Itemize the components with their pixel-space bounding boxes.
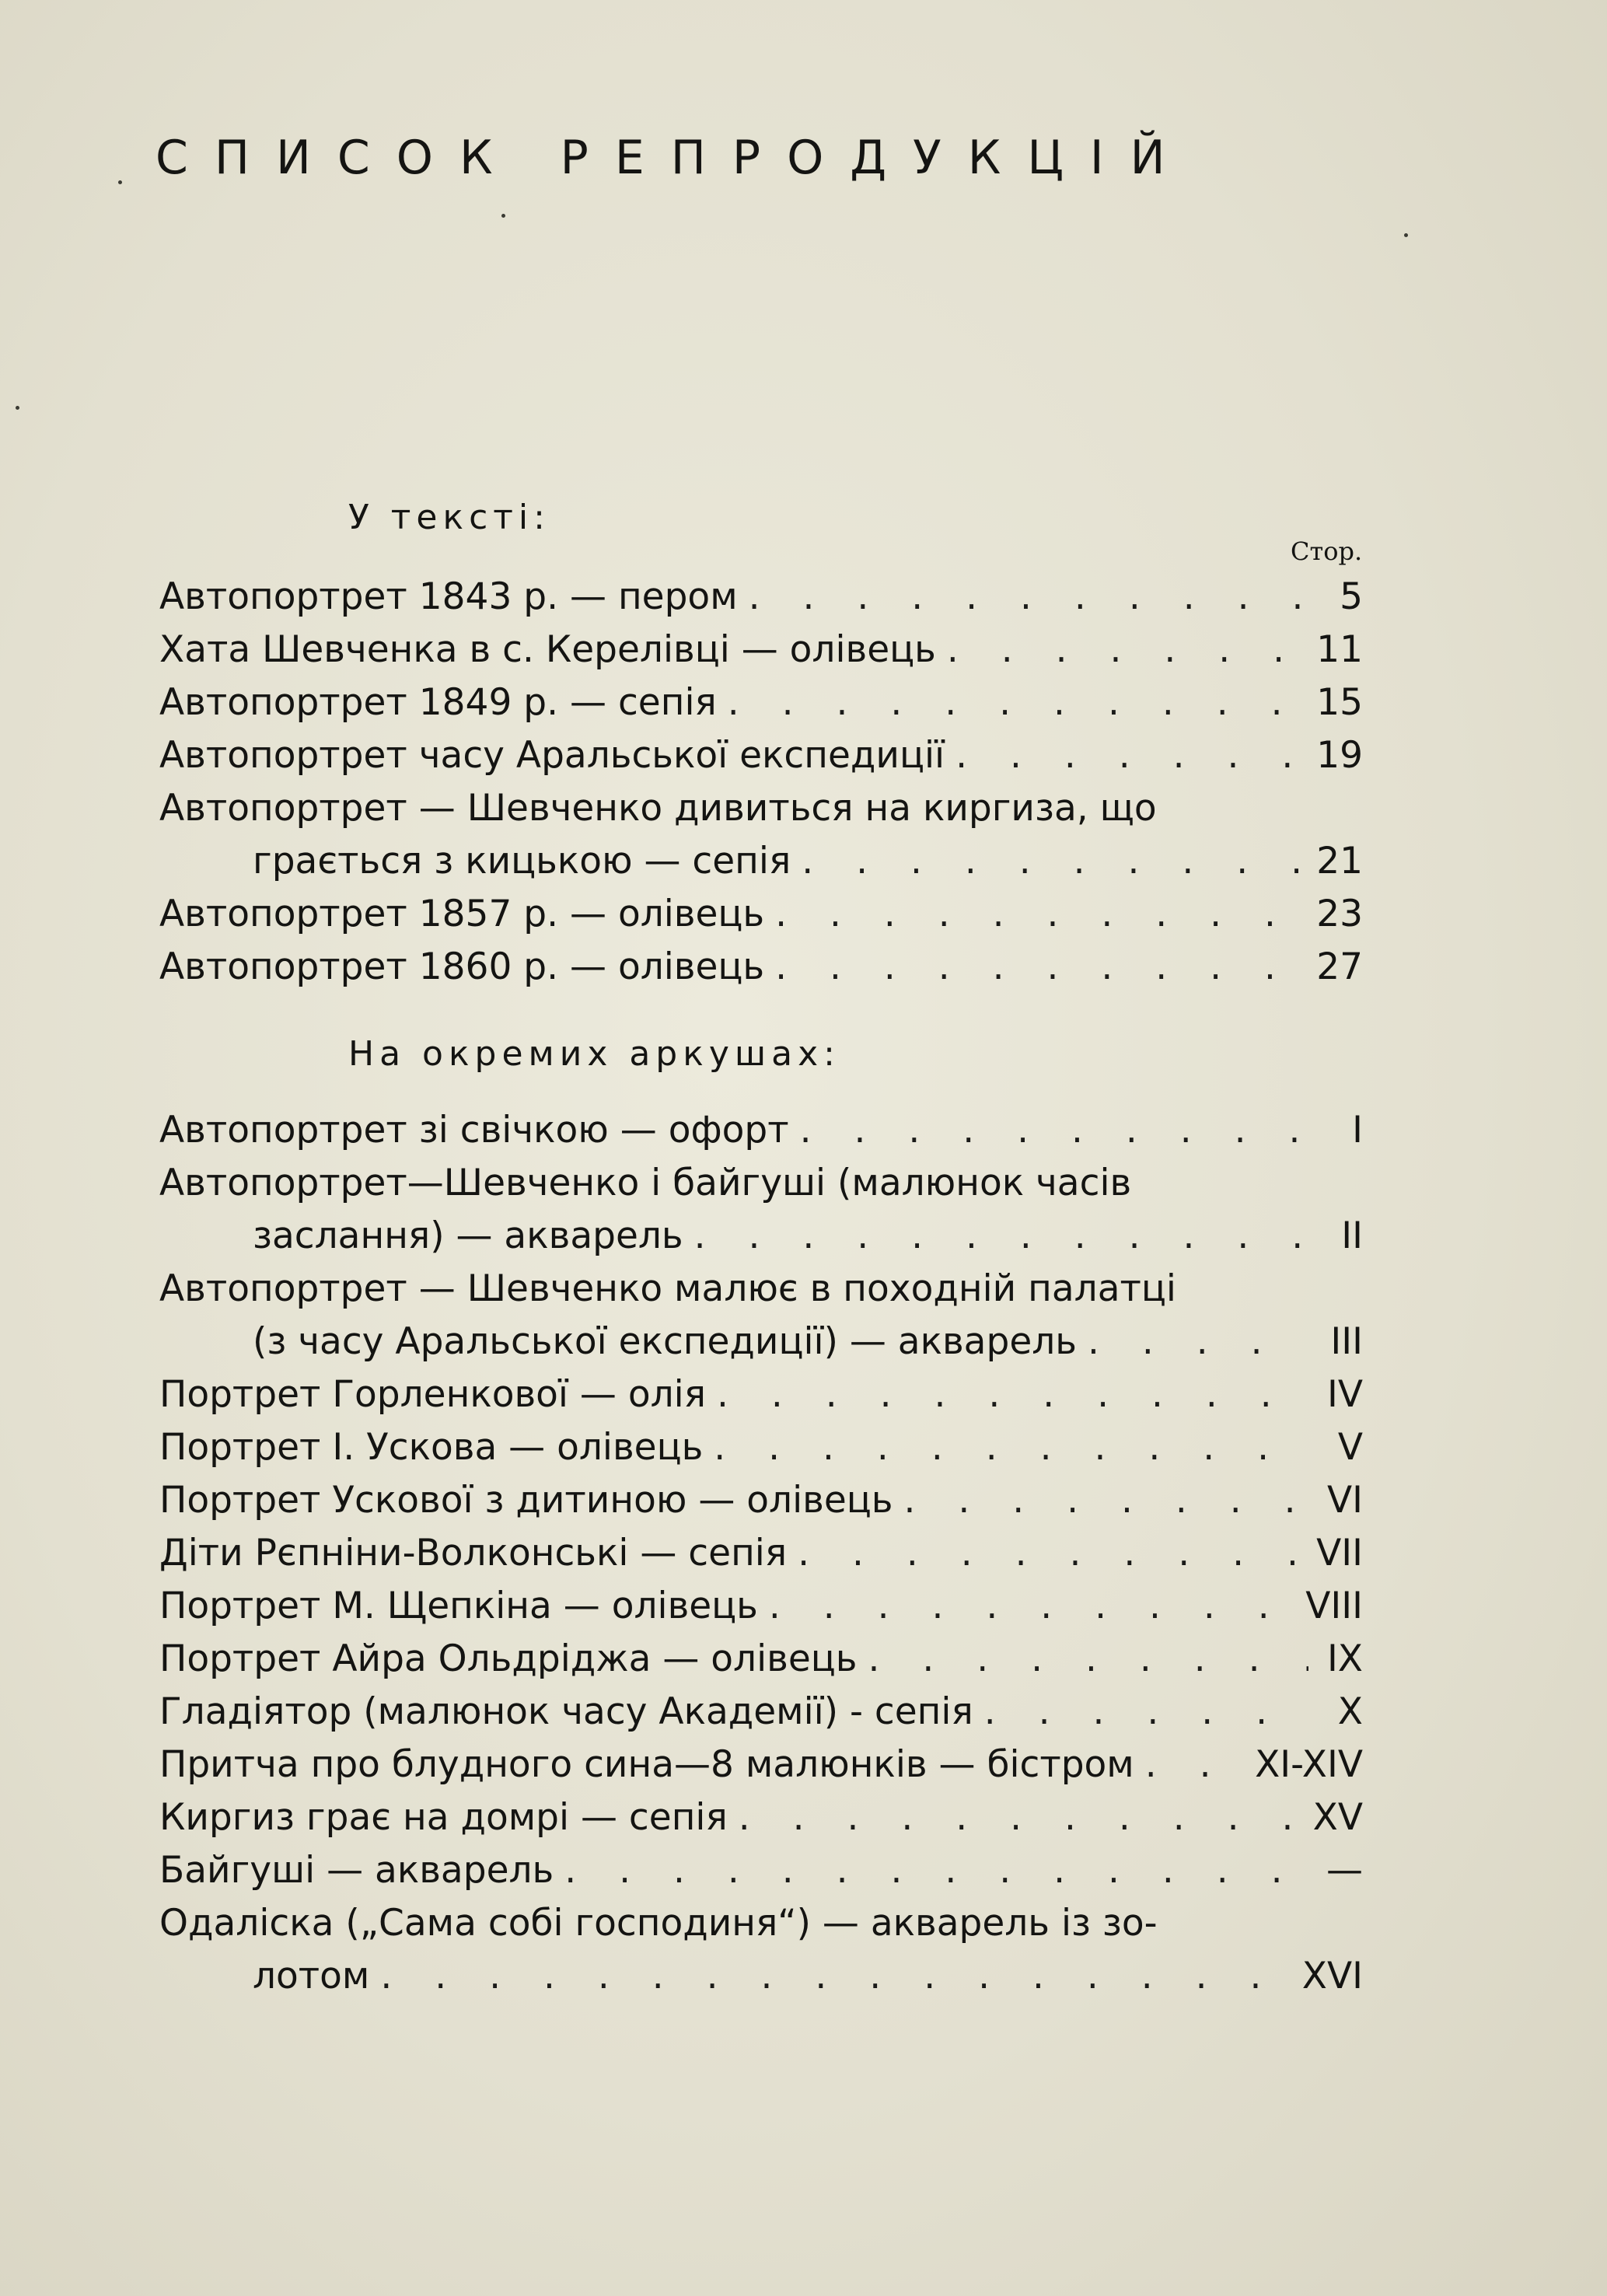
page-number: III	[1330, 1320, 1363, 1363]
entry-title: Автопортрет 1849 р. — сепія	[159, 681, 717, 724]
entry-title: грається з кицькою — сепія	[253, 840, 791, 882]
dot-leader	[703, 1421, 1308, 1474]
dot-leader	[706, 1368, 1308, 1421]
list-entry	[159, 624, 1363, 676]
list-entry	[159, 1633, 1363, 1686]
entry-line	[159, 1263, 1363, 1316]
dot-leader	[683, 1210, 1308, 1263]
entry-line	[159, 1686, 1363, 1739]
dot-leader	[857, 1633, 1308, 1686]
entry-title: Автопортрет — Шевченко малює в походній палатці	[159, 1267, 1176, 1310]
page-number: 21	[1316, 840, 1363, 882]
entry-line	[159, 1157, 1363, 1210]
list-entry	[159, 1844, 1363, 1897]
list-entry	[159, 571, 1363, 624]
entry-line	[159, 1580, 1363, 1633]
entry-title: Байгуші — акварель	[159, 1849, 554, 1892]
dot-leader	[1134, 1739, 1247, 1791]
page-number: V	[1337, 1426, 1363, 1469]
dot-leader	[717, 676, 1308, 729]
page-title: СПИСОК РЕПРОДУКЦІЙ	[155, 131, 1192, 185]
entry-title: Портрет Горленкової — олія	[159, 1373, 706, 1416]
entry-title: Автопортрет 1843 р. — пером	[159, 575, 738, 618]
entry-line	[159, 1633, 1363, 1686]
list-entry	[159, 1104, 1363, 1157]
page-number: 11	[1316, 628, 1363, 671]
entry-line	[159, 1104, 1363, 1157]
page-number: X	[1337, 1690, 1363, 1733]
dust-speck	[118, 180, 122, 184]
entry-line	[159, 782, 1363, 835]
dot-leader	[728, 1791, 1305, 1844]
entry-line	[159, 1421, 1363, 1474]
list-entry	[159, 1897, 1363, 2003]
dot-leader	[973, 1686, 1308, 1739]
list-entry	[159, 1421, 1363, 1474]
dust-speck	[16, 406, 19, 410]
list-entry	[159, 888, 1363, 941]
dot-leader	[764, 941, 1308, 994]
page-number: XV	[1312, 1796, 1363, 1839]
list-entry	[159, 1157, 1363, 1263]
page-number: IV	[1326, 1373, 1363, 1416]
list-entry	[159, 1527, 1363, 1580]
entry-line	[159, 1791, 1363, 1844]
page-number: 19	[1316, 734, 1363, 777]
list-entry	[159, 782, 1363, 888]
page-number: VIII	[1305, 1585, 1363, 1627]
page-number: 23	[1316, 893, 1363, 935]
entry-line	[159, 1474, 1363, 1527]
entry-line	[159, 1210, 1363, 1263]
entry-title: Діти Рєпніни-Волконські — сепія	[159, 1532, 788, 1574]
entry-title: Портрет Ускової з дитиною — олівець	[159, 1479, 893, 1522]
dot-leader	[893, 1474, 1308, 1527]
list-entry	[159, 1791, 1363, 1844]
entry-line	[159, 1950, 1363, 2003]
entry-title: Портрет М. Щепкіна — олівець	[159, 1585, 758, 1627]
list-entry	[159, 1474, 1363, 1527]
page-number: XVI	[1301, 1955, 1363, 1997]
page-number: IX	[1326, 1637, 1363, 1680]
entry-line	[159, 1527, 1363, 1580]
in-text-list	[159, 571, 1363, 994]
entry-title: Гладіятор (малюнок часу Академії) - сепія	[159, 1690, 973, 1733]
list-entry	[159, 1263, 1363, 1368]
page-number: VI	[1326, 1479, 1363, 1522]
entry-line	[159, 1897, 1363, 1950]
page-column-header: Стор.	[1291, 536, 1363, 566]
list-entry	[159, 1368, 1363, 1421]
list-entry	[159, 1580, 1363, 1633]
separate-sheets-list	[159, 1104, 1363, 2003]
entry-title: Портрет Айра Ольдріджа — олівець	[159, 1637, 858, 1680]
entry-line	[159, 624, 1363, 676]
entry-line	[159, 1316, 1363, 1368]
entry-title: Киргиз грає на домрі — сепія	[159, 1796, 728, 1839]
list-entry	[159, 729, 1363, 782]
page-number: II	[1341, 1214, 1363, 1257]
entry-line	[159, 729, 1363, 782]
entry-title: Автопортрет 1860 р. — олівець	[159, 945, 765, 988]
entry-title: Притча про блудного сина—8 малюнків — бістром	[159, 1743, 1134, 1786]
dot-leader	[936, 624, 1308, 676]
entry-line	[159, 1844, 1363, 1897]
page-number: 5	[1340, 575, 1363, 618]
dot-leader	[787, 1527, 1308, 1580]
entry-title: Автопортрет—Шевченко і байгуші (малюнок часів	[159, 1162, 1132, 1204]
entry-line	[159, 1739, 1363, 1791]
entry-title: Автопортрет 1857 р. — олівець	[159, 893, 765, 935]
entry-title: Одаліска („Сама собі господиня“) — акварель із зо-	[159, 1902, 1158, 1945]
entry-title: Автопортрет зі свічкою — офорт	[159, 1109, 789, 1151]
page-number: 15	[1316, 681, 1363, 724]
dot-leader	[738, 571, 1308, 624]
entry-title: Автопортрет часу Аральської експедиції	[159, 734, 945, 777]
entry-line	[159, 941, 1363, 994]
list-entry	[159, 941, 1363, 994]
entry-title: заслання) — акварель	[253, 1214, 683, 1257]
dot-leader	[758, 1580, 1298, 1633]
dot-leader	[554, 1844, 1308, 1897]
entry-title: Автопортрет — Шевченко дивиться на киргиза, що	[159, 787, 1157, 830]
dot-leader	[945, 729, 1308, 782]
section-heading-in-text: У тексті:	[348, 498, 550, 537]
entry-title: Портрет І. Ускова — олівець	[159, 1426, 704, 1469]
entry-line	[159, 571, 1363, 624]
list-entry	[159, 1739, 1363, 1791]
page-number: 27	[1316, 945, 1363, 988]
section-heading-separate-sheets: На окремих аркушах:	[348, 1034, 840, 1074]
dust-speck	[501, 214, 505, 218]
entry-title: лотом	[253, 1955, 370, 1997]
entry-line	[159, 1368, 1363, 1421]
page-number: I	[1352, 1109, 1363, 1151]
entry-title: Хата Шевченка в с. Керелівці — олівець	[159, 628, 936, 671]
entry-title: (з часу Аральської експедиції) — акварель	[253, 1320, 1077, 1363]
dot-leader	[369, 1950, 1294, 2003]
entry-line	[159, 835, 1363, 888]
entry-line	[159, 888, 1363, 941]
page-number: VII	[1316, 1532, 1363, 1574]
dot-leader	[789, 1104, 1308, 1157]
list-entry	[159, 676, 1363, 729]
entry-line	[159, 676, 1363, 729]
list-entry	[159, 1686, 1363, 1739]
dot-leader	[764, 888, 1308, 941]
page-number: XI-XIV	[1255, 1743, 1363, 1786]
dot-leader	[791, 835, 1308, 888]
dust-speck	[1404, 233, 1408, 237]
dot-leader	[1077, 1316, 1308, 1368]
page-number: —	[1326, 1849, 1363, 1892]
